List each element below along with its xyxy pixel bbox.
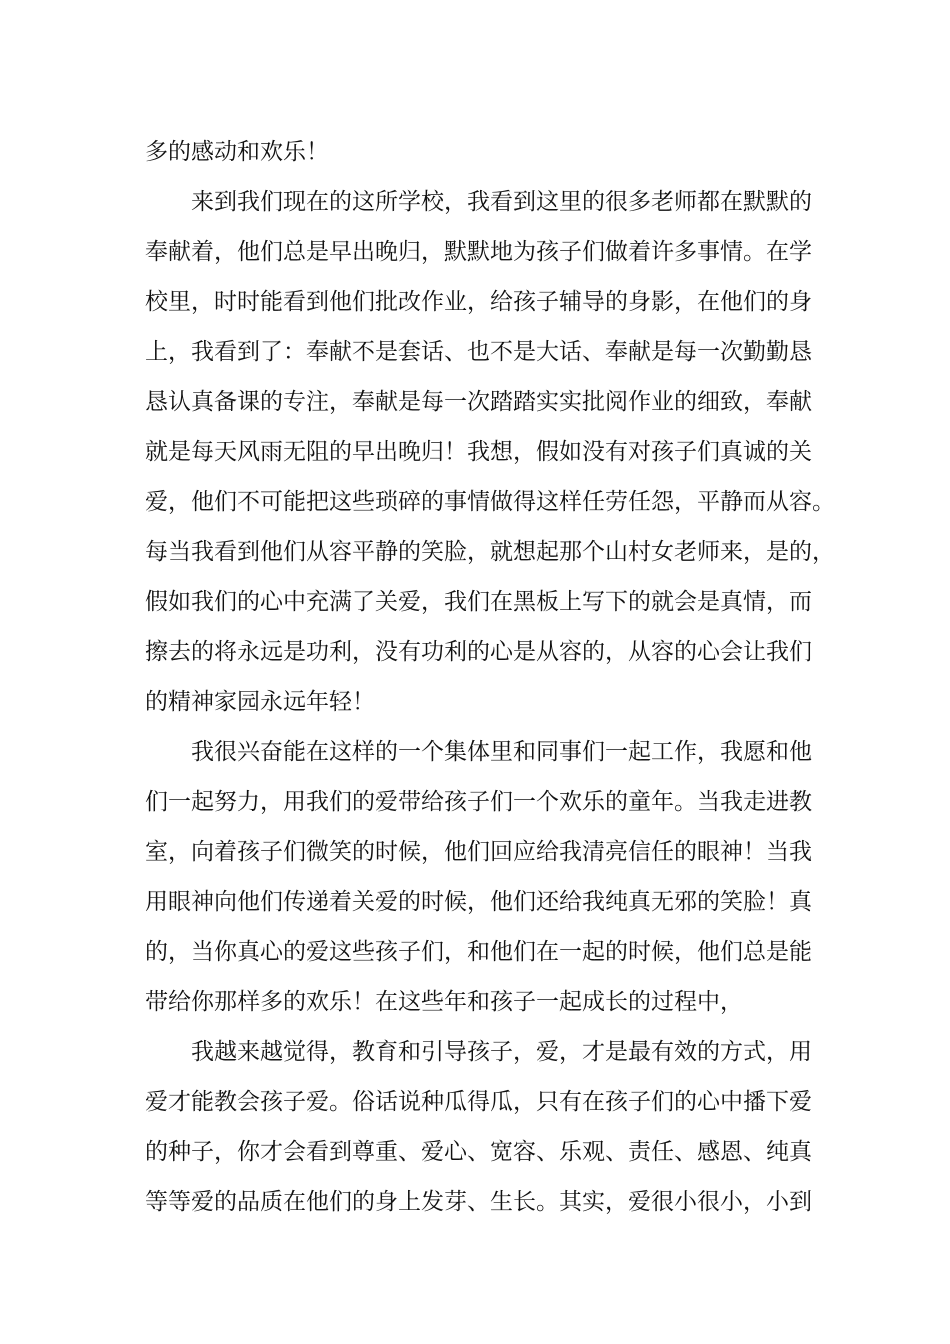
text-line: 爱才能教会孩子爱。俗话说种瓜得瓜，只有在孩子们的心中播下爱 xyxy=(145,1089,812,1115)
text-line: 们一起努力，用我们的爱带给孩子们一个欢乐的童年。当我走进教 xyxy=(145,789,812,815)
paragraph-first-line: 我很兴奋能在这样的一个集体里和同事们一起工作，我愿和他 xyxy=(191,739,812,765)
text-line: 爱，他们不可能把这些琐碎的事情做得这样任劳任怨，平静而从容。 xyxy=(145,489,835,515)
text-line: 等等爱的品质在他们的身上发芽、生长。其实，爱很小很小，小到 xyxy=(145,1189,812,1215)
paragraph-first-line: 来到我们现在的这所学校，我看到这里的很多老师都在默默的 xyxy=(191,189,812,215)
text-line: 带给你那样多的欢乐！在这些年和孩子一起成长的过程中， xyxy=(145,989,743,1015)
text-line: 就是每天风雨无阻的早出晚归！我想，假如没有对孩子们真诚的关 xyxy=(145,439,812,465)
text-line: 校里，时时能看到他们批改作业，给孩子辅导的身影，在他们的身 xyxy=(145,289,812,315)
text-line: 擦去的将永远是功利，没有功利的心是从容的，从容的心会让我们 xyxy=(145,639,812,665)
text-line: 的，当你真心的爱这些孩子们，和他们在一起的时候，他们总是能 xyxy=(145,939,812,965)
text-line: 室，向着孩子们微笑的时候，他们回应给我清亮信任的眼神！当我 xyxy=(145,839,812,865)
text-line: 的种子，你才会看到尊重、爱心、宽容、乐观、责任、感恩、纯真 xyxy=(145,1139,812,1165)
text-line: 恳认真备课的专注，奉献是每一次踏踏实实批阅作业的细致，奉献 xyxy=(145,389,812,415)
text-line: 上，我看到了：奉献不是套话、也不是大话、奉献是每一次勤勤恳 xyxy=(145,339,812,365)
text-line: 每当我看到他们从容平静的笑脸，就想起那个山村女老师来，是的， xyxy=(145,539,835,565)
text-line: 奉献着，他们总是早出晚归，默默地为孩子们做着许多事情。在学 xyxy=(145,239,812,265)
paragraph-first-line: 我越来越觉得，教育和引导孩子，爱，才是最有效的方式，用 xyxy=(191,1039,812,1065)
text-line: 用眼神向他们传递着关爱的时候，他们还给我纯真无邪的笑脸！真 xyxy=(145,889,812,915)
text-line: 的精神家园永远年轻！ xyxy=(145,689,375,715)
text-line: 假如我们的心中充满了关爱，我们在黑板上写下的就会是真情，而 xyxy=(145,589,812,615)
text-line: 多的感动和欢乐！ xyxy=(145,139,329,165)
